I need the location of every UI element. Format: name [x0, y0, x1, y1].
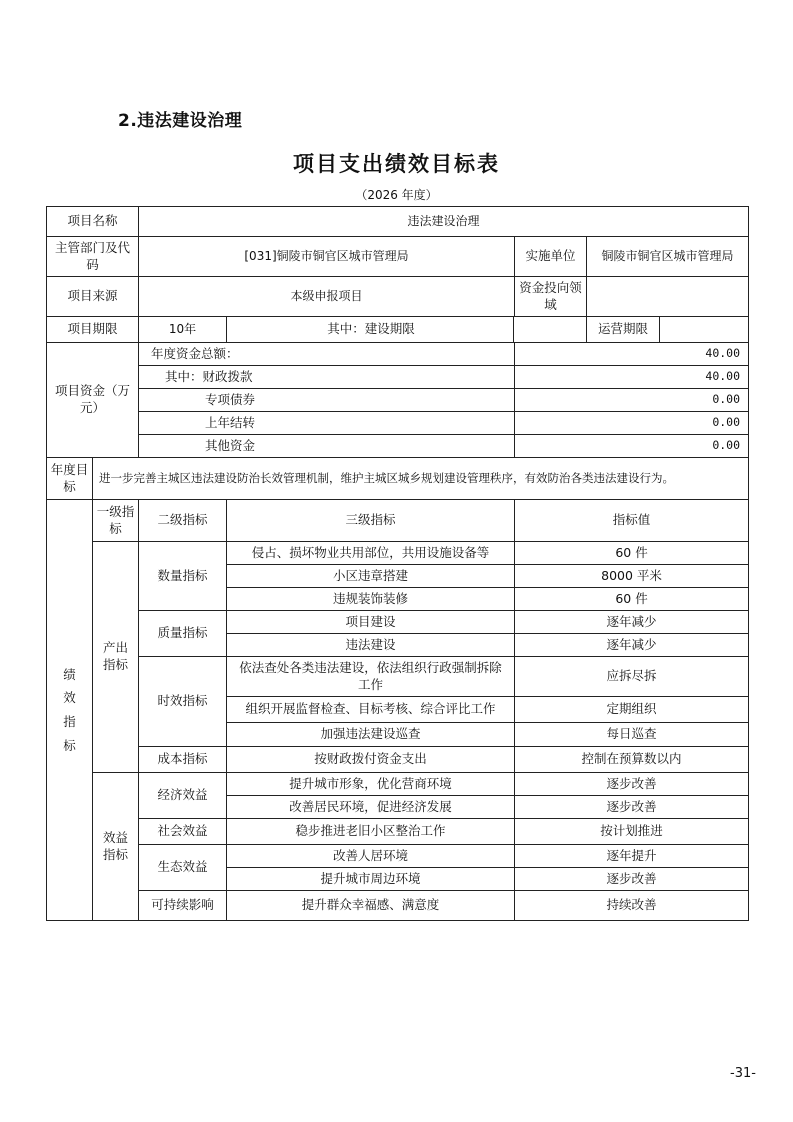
indicator-name: 提升群众幸福感、满意度	[227, 891, 515, 921]
funds-value: 0.00	[515, 389, 749, 412]
funds-row	[47, 366, 749, 389]
indicator-value: 60 件	[515, 542, 749, 565]
funds-label: 上年结转	[139, 412, 515, 435]
indicator-value: 逐年减少	[515, 611, 749, 634]
indicator-value: 每日巡查	[515, 723, 749, 747]
indicator-header-row	[47, 500, 749, 542]
indicator-value: 按计划推进	[515, 819, 749, 845]
category-quality: 质量指标	[139, 611, 227, 657]
indicator-row	[47, 845, 749, 868]
label-source: 项目来源	[47, 277, 139, 317]
indicator-row	[47, 819, 749, 845]
label-invest-area: 资金投向领域	[515, 277, 587, 317]
funds-row	[47, 389, 749, 412]
funds-value: 0.00	[515, 435, 749, 458]
label-project-name: 项目名称	[47, 207, 139, 237]
indicator-value: 8000 平米	[515, 565, 749, 588]
value-source: 本级申报项目	[139, 277, 515, 317]
funds-value: 40.00	[515, 343, 749, 366]
funds-row	[47, 343, 749, 366]
category-quantity: 数量指标	[139, 542, 227, 611]
value-op-period	[659, 317, 748, 343]
indicator-value: 60 件	[515, 588, 749, 611]
indicator-value: 应拆尽拆	[515, 657, 749, 697]
indicator-row	[47, 891, 749, 921]
indicator-name: 项目建设	[227, 611, 515, 634]
label-impl-unit: 实施单位	[515, 237, 587, 277]
indicator-value: 逐步改善	[515, 868, 749, 891]
col-header-value: 指标值	[515, 500, 749, 542]
section-heading: 2.违法建设治理	[118, 111, 243, 131]
indicator-value: 逐步改善	[515, 773, 749, 796]
category-social: 社会效益	[139, 819, 227, 845]
row-source	[47, 277, 749, 317]
value-annual-goal: 进一步完善主城区违法建设防治长效管理机制，维护主城区城乡规划建设管理秩序，有效防治各类违法建设行为。	[93, 458, 749, 500]
indicator-value: 逐年提升	[515, 845, 749, 868]
label-period: 项目期限	[47, 317, 139, 343]
col-header-level3: 三级指标	[227, 500, 515, 542]
label-dept: 主管部门及代码	[47, 237, 139, 277]
performance-target-table	[46, 206, 749, 921]
label-construction-period: 其中：建设期限	[327, 321, 415, 336]
indicator-name: 侵占、损坏物业共用部位，共用设施设备等	[227, 542, 515, 565]
category-cost: 成本指标	[139, 747, 227, 773]
category-ecological: 生态效益	[139, 845, 227, 891]
row-dept	[47, 237, 749, 277]
category-economic: 经济效益	[139, 773, 227, 819]
funds-value: 0.00	[515, 412, 749, 435]
indicator-row	[47, 773, 749, 796]
indicator-value: 逐年减少	[515, 634, 749, 657]
category-timeliness: 时效指标	[139, 657, 227, 747]
indicator-name: 小区违章搭建	[227, 565, 515, 588]
indicator-name: 提升城市周边环境	[227, 868, 515, 891]
indicator-name: 改善居民环境，促进经济发展	[227, 796, 515, 819]
funds-label: 其中：财政拨款	[139, 366, 515, 389]
indicator-name: 违规装饰装修	[227, 588, 515, 611]
row-project-name	[47, 207, 749, 237]
indicator-name: 改善人居环境	[227, 845, 515, 868]
indicator-name: 加强违法建设巡查	[227, 723, 515, 747]
label-annual-goal: 年度目标	[47, 458, 93, 500]
indicator-row	[47, 611, 749, 634]
page-number: -31-	[730, 1066, 756, 1081]
group-benefit: 效益指标	[93, 773, 139, 921]
value-invest-area	[587, 277, 749, 317]
label-performance-indicators: 绩效指标	[47, 500, 93, 921]
indicator-name: 提升城市形象，优化营商环境	[227, 773, 515, 796]
indicator-value: 定期组织	[515, 697, 749, 723]
year-note: （2026 年度）	[355, 188, 438, 202]
construction-period-cell	[227, 317, 587, 343]
col-header-level2: 二级指标	[139, 500, 227, 542]
funds-value: 40.00	[515, 366, 749, 389]
document-title: 项目支出绩效目标表	[293, 152, 500, 176]
value-period: 10年	[139, 317, 227, 343]
funds-row	[47, 435, 749, 458]
op-period-cell	[587, 317, 749, 343]
funds-label: 专项债券	[139, 389, 515, 412]
category-sustainable: 可持续影响	[139, 891, 227, 921]
group-output: 产出指标	[93, 542, 139, 773]
indicator-name: 依法查处各类违法建设，依法组织行政强制拆除工作	[227, 657, 515, 697]
row-period	[47, 317, 749, 343]
col-header-level1: 一级指标	[93, 500, 139, 542]
indicator-row	[47, 542, 749, 565]
value-dept: [031]铜陵市铜官区城市管理局	[139, 237, 515, 277]
indicator-value: 控制在预算数以内	[515, 747, 749, 773]
value-impl-unit: 铜陵市铜官区城市管理局	[587, 237, 749, 277]
label-op-period: 运营期限	[598, 321, 649, 336]
funds-row	[47, 412, 749, 435]
indicator-name: 稳步推进老旧小区整治工作	[227, 819, 515, 845]
label-funds: 项目资金（万元）	[47, 343, 139, 458]
indicator-name: 违法建设	[227, 634, 515, 657]
indicator-row	[47, 657, 749, 697]
funds-label: 其他资金	[139, 435, 515, 458]
indicator-row	[47, 747, 749, 773]
indicator-value: 逐步改善	[515, 796, 749, 819]
indicator-name: 按财政拨付资金支出	[227, 747, 515, 773]
indicator-value: 持续改善	[515, 891, 749, 921]
funds-label: 年度资金总额：	[139, 343, 515, 366]
value-construction-period	[513, 317, 586, 343]
row-annual-goal	[47, 458, 749, 500]
value-project-name: 违法建设治理	[139, 207, 749, 237]
indicator-name: 组织开展监督检查、目标考核、综合评比工作	[227, 697, 515, 723]
